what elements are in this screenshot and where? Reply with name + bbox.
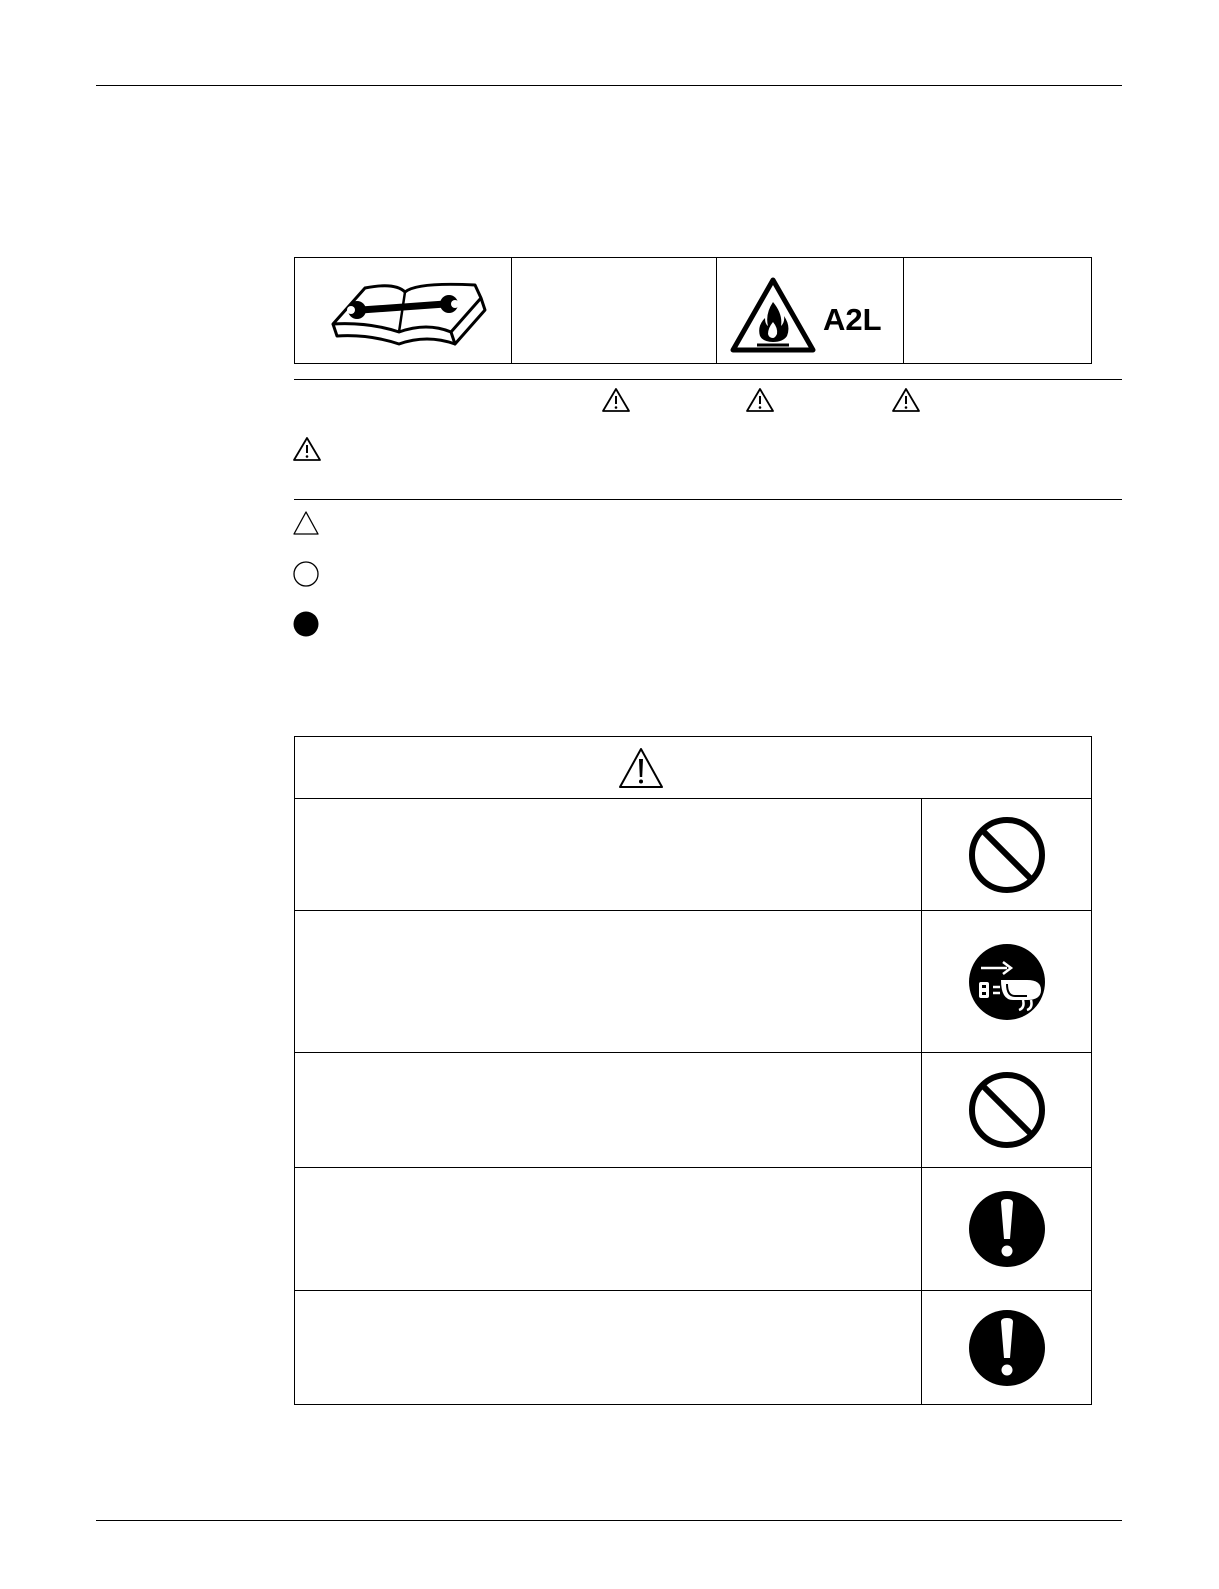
warning-triangle-icon — [891, 387, 921, 413]
flammable-cell — [717, 258, 904, 363]
footer-rule — [96, 1520, 1122, 1521]
warning-row — [295, 1053, 1091, 1168]
section-rule-1 — [294, 379, 1122, 380]
warning-triangle-icon — [745, 387, 775, 413]
warning-triangle-icon — [601, 387, 631, 413]
warning-triangle-icon — [617, 746, 665, 790]
flammable-label: A2L — [823, 302, 882, 337]
warning-row — [295, 911, 1091, 1053]
prohibition-icon — [967, 1070, 1047, 1150]
warning-row — [295, 1291, 1091, 1405]
service-manual-cell — [295, 258, 512, 363]
service-manual-icon — [295, 258, 512, 362]
warning-row — [295, 1168, 1091, 1291]
prohibition-icon — [967, 815, 1047, 895]
warning-triangle-icon — [292, 436, 322, 462]
flammable-text-cell — [904, 258, 1090, 363]
warning-row-text — [295, 1168, 922, 1290]
warning-table — [294, 736, 1092, 1405]
symbol-table — [294, 257, 1092, 364]
outline-triangle-icon — [292, 509, 320, 537]
filled-circle-icon — [292, 610, 320, 638]
flammable-a2l-icon — [717, 258, 904, 362]
header-rule — [96, 85, 1122, 86]
warning-row-text — [295, 1291, 922, 1405]
warning-row — [295, 799, 1091, 911]
warning-row-text — [295, 1053, 922, 1167]
unplug-icon — [967, 942, 1047, 1022]
section-rule-2 — [294, 499, 1122, 500]
warning-row-text — [295, 911, 922, 1052]
mandatory-action-icon — [967, 1189, 1047, 1269]
mandatory-action-icon — [967, 1308, 1047, 1388]
outline-circle-icon — [292, 560, 320, 588]
warning-row-text — [295, 799, 922, 910]
service-manual-text-cell — [512, 258, 717, 363]
warning-table-header — [295, 737, 1091, 799]
